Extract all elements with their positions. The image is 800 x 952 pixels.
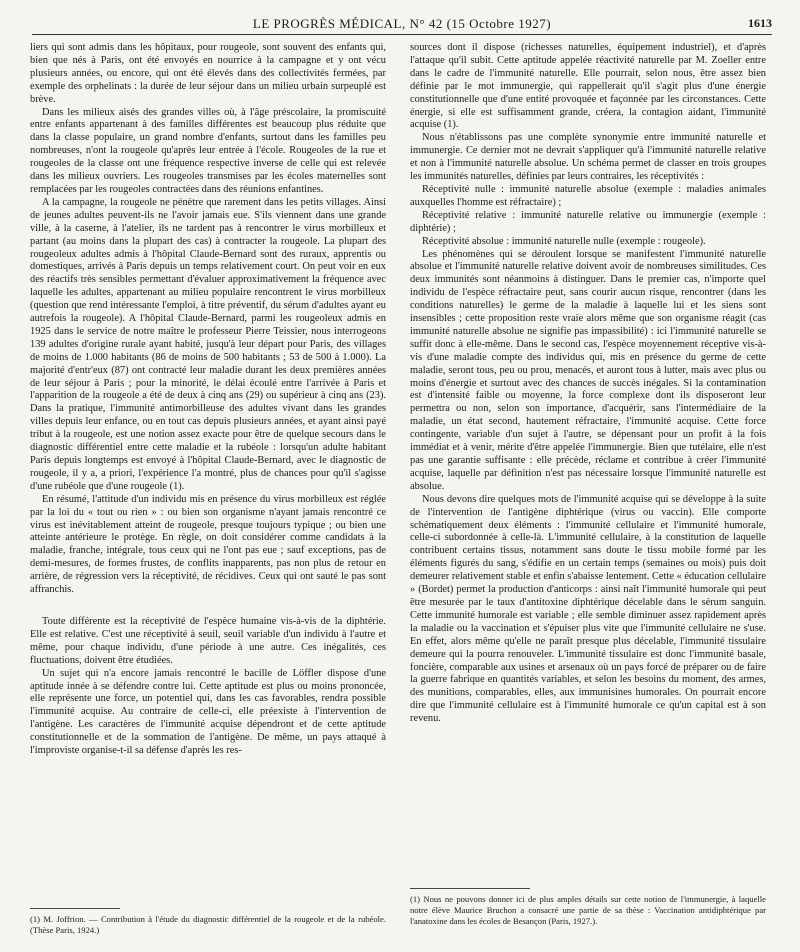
footnote-text: (1) M. Joffrion. — Contribution à l'étude du diagnostic différentiel de la rougeole et de la rubéole. (Thèse Paris, 1924.): [30, 914, 386, 935]
footnote-rule: [410, 888, 530, 889]
list-item: Réceptivité nulle : immunité naturelle absolue (exemple : maladies animales auxquelles l'homme est réfractaire) ;: [410, 183, 766, 208]
running-title: LE PROGRÈS MÉDICAL, N° 42 (15 Octobre 1927): [252, 16, 552, 31]
header-rule: [32, 34, 772, 35]
paragraph: sources dont il dispose (richesses naturelles, équipement industriel), et d'après l'attaque qu'il subit. Cette aptitude appelée réactivité naturelle par M. Zoeller entre dans le cadre de l'immunité naturelle. Elle pourrait, selon nous, être assez bien définie par le mot immunergie, qui rappellerait qu'il s'agit plus d'une énergie constitutionnelle que d'une entité provoquée et façonnée par les circonstances. Cette énergie, si elle est suffisamment grande, créera, la contagion aidant, l'immunité acquise (1).: [410, 42, 766, 131]
paragraph: Dans les milieux aisés des grandes villes où, à l'âge préscolaire, la promiscuité entre enfants appartenant à des familles différentes est beaucoup plus réduite que dans la classe populaire, un grand nombre d'enfants, surtout dans les familles peu nombreuses, n'ont la rougeole qu'après leur entrée à l'école. Rougeoles de la rue et rougeoles de la classe ont une fréquence respective inverse de celle qui est relevée dans les milieux ouvriers. Les rougeoles transmises par les écoles maternelles sont remplacées par les rougeoles contractées dans des réunions enfantines.: [30, 106, 386, 195]
paragraph: Un sujet qui n'a encore jamais rencontré le bacille de Löffler dispose d'une aptitude innée à se défendre contre lui. Cette aptitude est plus ou moins prononcée, elle représente une force, un potentiel qui, dans les cas favorables, rendra possible l'immunité acquise. Au contraire de celle-ci, elle préexiste à l'intervention de l'antigène. Les caractères de l'immunité acquise dépendront et de cette aptitude constitutionnelle et de la sommation de l'antigène. De même, un pays attaqué à l'improviste organise-t-il sa défense d'après les res-: [30, 667, 386, 757]
footnote-right: [410, 888, 766, 927]
footnote-text: (1) Nous ne pouvons donner ici de plus amples détails sur cette notion de l'immunergie, à laquelle notre élève Maurice Bruchon a consacré une partie de sa thèse : Vaccination antidiphtérique par l'anatoxine dans les écoles de Besançon (Paris, 1927.).: [410, 894, 766, 926]
paragraph: liers qui sont admis dans les hôpitaux, pour rougeole, sont souvent des enfants qui, bien que nés à Paris, ont été envoyés en nourrice à la campagne et y ont vécu plusieurs années, ou encore, qui ont été élevés dans des collectivités fermées, par exemple des orphelinats : la durée de leur séjour dans un milieu urbain surpeuplé est brève.: [30, 42, 386, 105]
paragraph: Nous devons dire quelques mots de l'immunité acquise qui se développe à la suite de l'intervention de l'antigène diphtérique (virus ou vaccin). Elle comporte schématiquement deux éléments : l'immunité cellulaire et l'immunité humorale, celle-ci subordonnée à celle-là. L'immunité cellulaire, à la constitution de laquelle contribuent certains tissus, notamment sans doute le tissu mobile formé par les éléments figurés du sang, s'édifie en un certain temps (semaines ou mois) puis doit demeurer relativement stable et enfin s'abaisse lentement. Cette « éducation cellulaire » (Bordet) permet la production d'anticorps : ainsi naît l'immunité humorale qui peut être mesurée par le taux d'antitoxine diphtérique décelable dans le sérum sanguin. Cette immunité humorale est variable ; elle semble diminuer assez rapidement après la maladie ou la vaccination et s'épuiser plus vite que l'immunité cellulaire ne s'use. En effet, alors même qu'elle ne paraît presque plus décelable, l'immunité tissulaire demeure qui la pourra renouveler. L'immunité tissulaire est donc l'immunité basale, foncière, comparable aux usines et arsenaux où un pays forcé de préparer ou de faire la guerre fabrique en quantités variables, et selon les besoins du moment, des armes, des munitions, comparables, elles, aux immunisines humorales. On pourrait encore dire que l'immunité cellulaire est à l'immunité humorale ce qu'un capital est à son revenu.: [410, 493, 766, 725]
paragraph: En résumé, l'attitude d'un individu mis en présence du virus morbilleux est réglée par la loi du « tout ou rien » : ou bien son organisme n'ayant jamais rencontré ce virus est inévitablement atteint de rougeole, presque toujours typique ; ou bien une atteinte antérieure le protège. En règle, on doit considérer comme candidats à la maladie, franche, intégrale, tous ceux qui ne l'ont pas eue ; sauf exceptions, pas de demi-mesures, de formes frustes, de conflits inapparents, pas non plus de retour en arrière, de régression vers la réceptivité, de récidives. Ceux qui ont sauté le pas sont affranchis.: [30, 493, 386, 596]
footnote-left: [30, 908, 386, 936]
right-column: [410, 42, 766, 864]
paragraph: A la campagne, la rougeole ne pénètre que rarement dans les petits villages. Ainsi de jeunes adultes peuvent-ils ne l'avoir jamais eue. S'ils viennent dans une grande ville, à la caserne, à l'atelier, ils ne tardent pas à rencontrer le virus morbilleux et partant (au moins dans la plupart des cas) à contracter la rougeole. La plupart des rougeoleux adultes admis à l'hôpital Claude-Bernard sont des ruraux, apprentis ou domestiques, arrivés à Paris depuis un temps relativement court. On peut voir en eux des réactifs très sensibles permettant d'évaluer approximativement la fréquence avec laquelle les adultes, appartenant au milieu populaire rencontrent le virus morbilleux (question que rend intéressante l'emploi, à titre préventif, du sérum d'adultes ayant eu autrefois la rougeole). A l'hôpital Claude-Bernard, parmi les rougeoleux admis en 1925 dans le service de notre maître le professeur Pierre Teissier, nous interrogeons 139 adultes d'origine rurale ayant habité, jusqu'à leur départ pour Paris, des villages de moins de 1.000 habitants (86 de moins de 500 habitants ; 53 de 500 à 1.000). La majorité d'entr'eux (87) ont contracté leur maladie durant les deux premières années de leur séjour à Paris ; pour la minorité, le délai écoulé entre l'arrivée à Paris et l'apparition de la rougeole a été de deux à cinq ans (29) ou supérieur à cinq ans (23). Dans la pratique, l'immunité antimorbilleuse des adultes vivant dans les grandes villes depuis leur enfance, ou en tout cas depuis plusieurs années, et ayant ainsi payé tribut à la rougeole, est une notion assez exacte pour être de quelque secours dans le diagnostic différentiel entre cette maladie et la rubéole : lorsqu'un adulte habitant Paris depuis longtemps est envoyé à l'hôpital Claude-Bernard, avec le diagnostic de rougeole, il y a, a priori, l'expérience l'a montré, plus de chances pour qu'il s'agisse d'une rubéole que d'une rougeole (1).: [30, 196, 386, 492]
footnote-rule: [30, 908, 120, 909]
page-number: 1613: [748, 16, 772, 30]
paragraph: Les phénomènes qui se déroulent lorsque se manifestent l'immunité naturelle absolue et l'immunité naturelle relative doivent avoir de nombreuses similitudes. Ces deux immunités sont néanmoins à distinguer. Dans le premier cas, n'importe quel individu de l'espèce réfractaire peut, sans courir aucun risque, rencontrer (dans les conditions naturelles) le germe de la maladie à laquelle lui et les siens sont insensibles ; cette proposition reste vraie alors même que son organisme réagit (cas immunité naturelle absolue ne signifie pas impassibilité) : ici l'immunité naturelle se suffit donc à elle-même. Dans le second cas, l'espèce moyennement réceptive vis-à-vis d'une maladie compte des individus qui, mis en présence du germe de cette maladie, seront tous, peu ou prou, menacés, et auront tous à lutter, mais avec plus ou moins d'énergie et surtout avec des chances de succès inégales. Si la contamination est d'intensité faible ou moyenne, la force complexe dont ils disposeront leur permettra ou non, selon son importance, d'acquérir, sans l'intermédiaire de la maladie, un état second, hautement réfractaire, l'immunité acquise. Cette force contingente, variable d'un sujet à l'autre, se dépensant pour un profit à la fois immédiat et à venir, mérite d'être appelée l'immunergie. Bien que tutélaire, elle n'est pas une garantie suffisante : elle précède, réclame et contribue à créer l'immunité acquise, laquelle par définition n'est pas nécessaire lorsque l'immunité naturelle est absolue.: [410, 248, 766, 492]
list-item: Réceptivité absolue : immunité naturelle nulle (exemple : rougeole).: [422, 235, 706, 247]
list-item: Réceptivité relative : immunité naturelle relative ou immunergie (exemple : diphtérie) ;: [410, 209, 766, 234]
page-header: [32, 8, 772, 36]
paragraph: Toute différente est la réceptivité de l'espèce humaine vis-à-vis de la diphtérie. Elle est relative. C'est une réceptivité à seuil, seuil variable d'un individu à l'autre et même, pour chaque individu, d'une période à une autre. Ces inégalités, ces fluctuations, doivent être étudiées.: [30, 615, 386, 666]
paragraph: Nous n'établissons pas une complète synonymie entre immunité naturelle et immunergie. Ce dernier mot ne devrait s'appliquer qu'à l'immunité naturelle relative et non à l'immunité naturelle absolue. Un schéma permet de classer en trois groupes les immunités naturelles, définies par leurs contraires, les réceptivités :: [410, 132, 766, 183]
left-column: [30, 42, 386, 854]
